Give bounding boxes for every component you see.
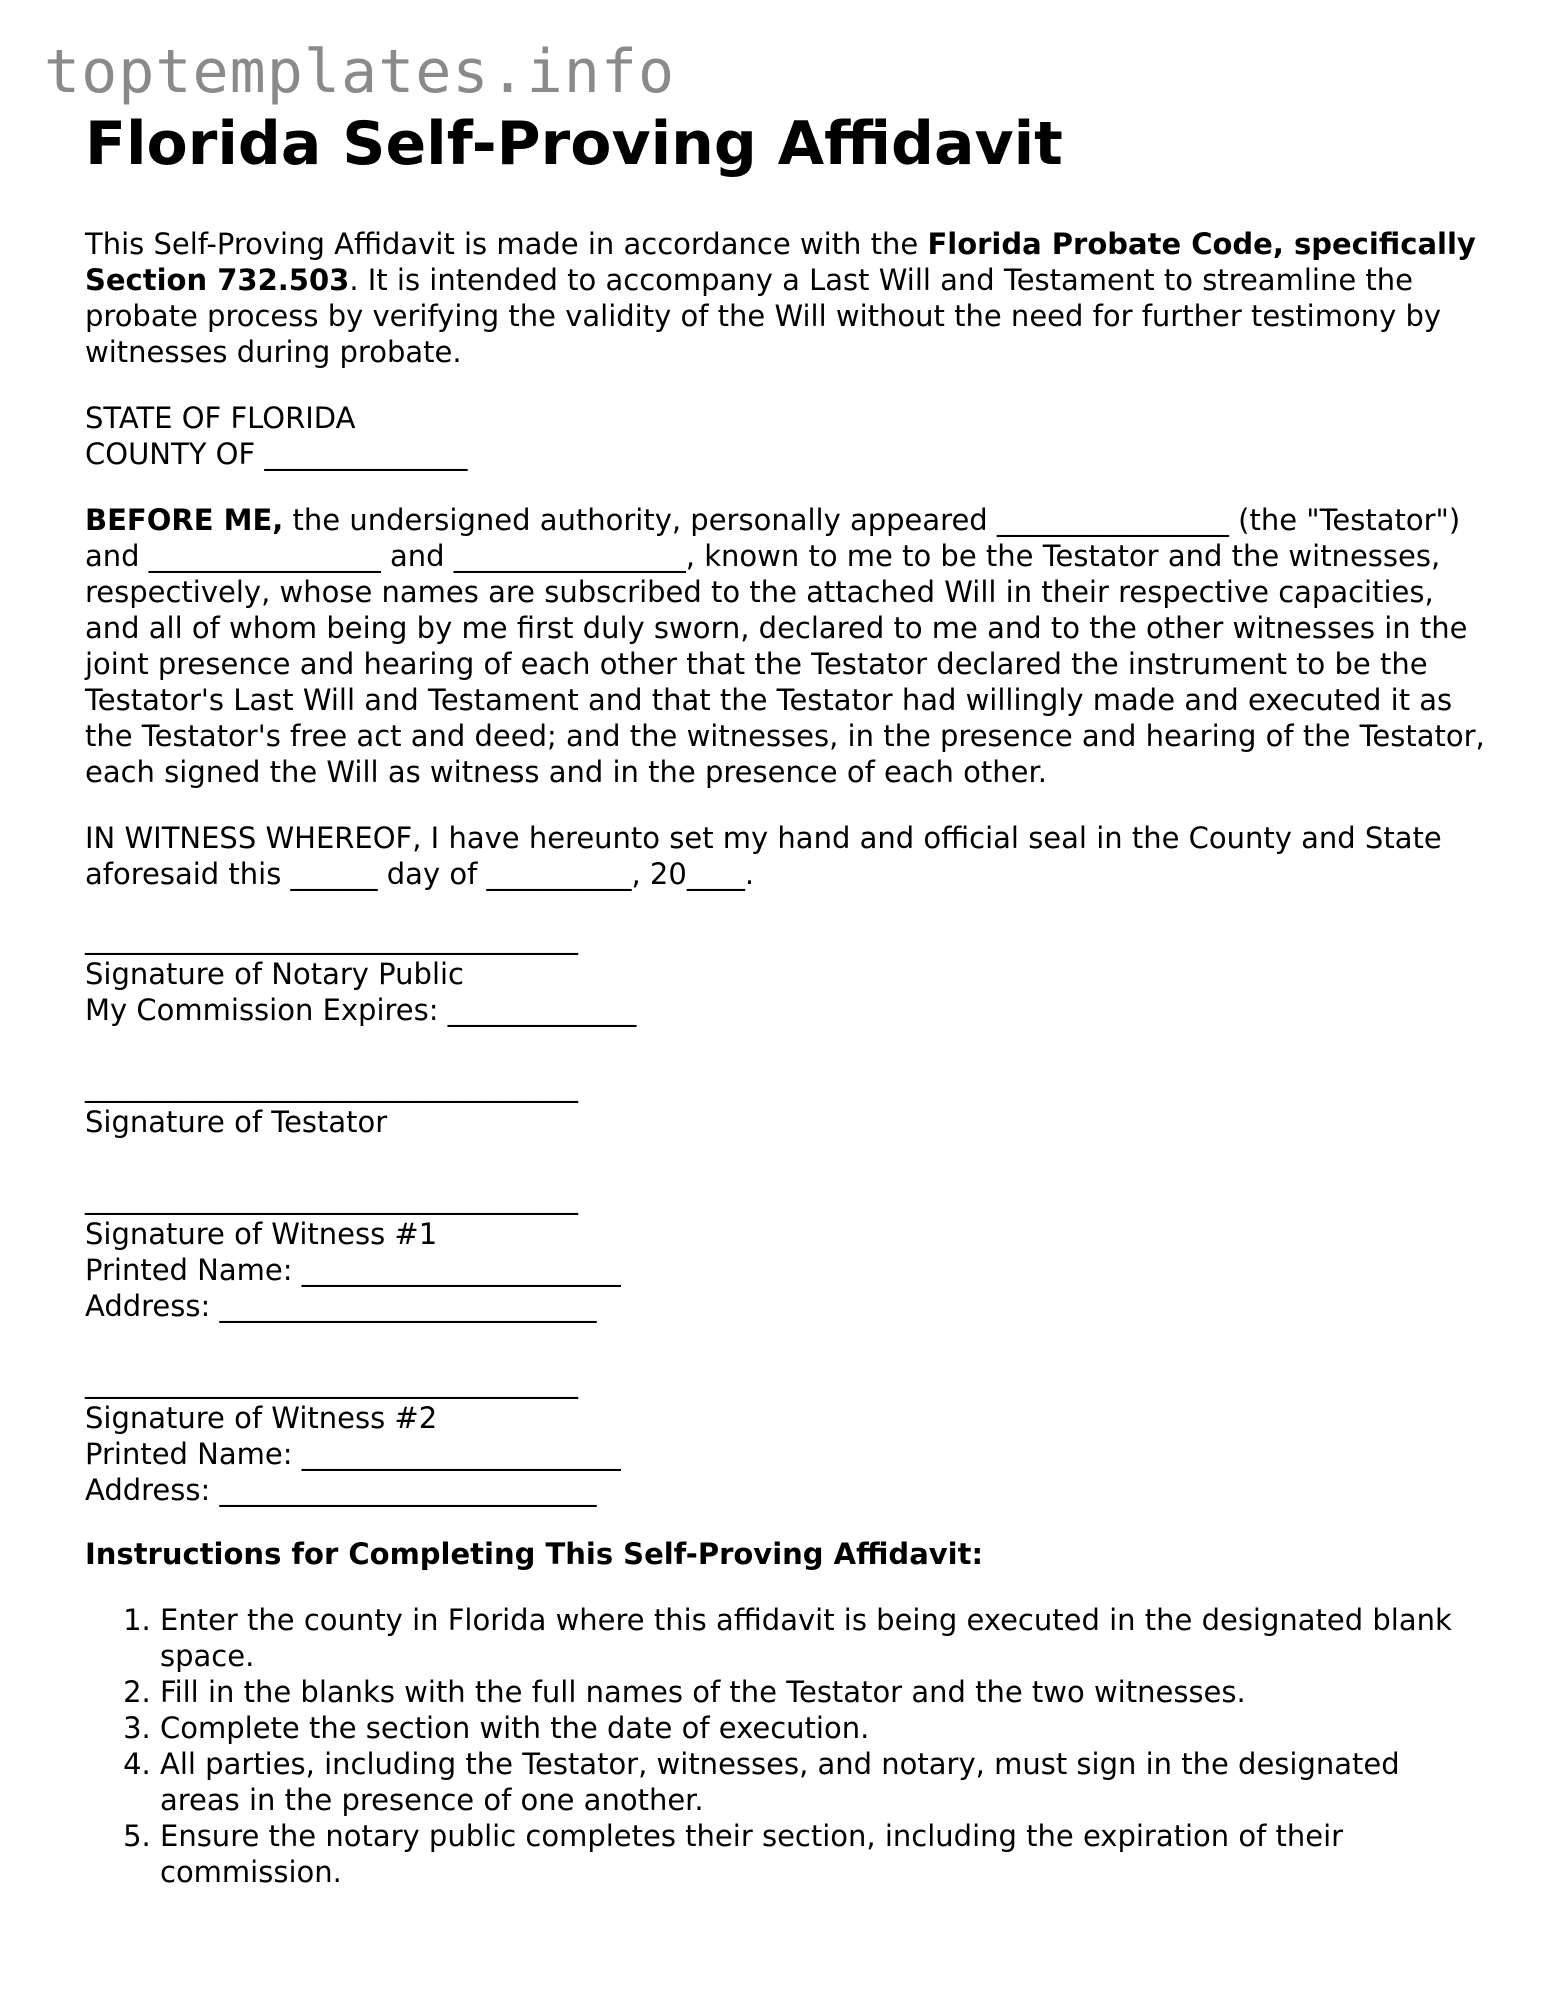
county-line: COUNTY OF ______________ — [85, 437, 468, 471]
instruction-item: 1. Enter the county in Florida where this affidavit is being executed in the designated blank space. — [160, 1602, 1485, 1674]
before-me-paragraph — [85, 502, 1485, 790]
instruction-item: 4. All parties, including the Testator, witnesses, and notary, must sign in the designated areas in the presence of one another. — [160, 1746, 1485, 1818]
instruction-item: 5. Ensure the notary public completes their section, including the expiration of their commission. — [160, 1818, 1485, 1890]
before-me-text: the undersigned authority, personally appeared ________________ (the "Testator") and ________________ and ________________, known to me to be the Testator and the witnesses, respectively, whose names are subscribed to the attached Will in their respective capacities, and all of whom being by me first duly sworn, declared to me and to the other witnesses in the joint presence and hearing of each other that the Testator declared the instrument to be the Testator's Last Will and Testament and that the Testator had willingly made and executed it as the Testator's free act and deed; and the witnesses, in the presence and hearing of the Testator, each signed the Will as witness and in the presence of each other. — [85, 503, 1485, 789]
witness-whereof-paragraph: IN WITNESS WHEREOF, I have hereunto set my hand and official seal in the County and State aforesaid this ______ day of __________, 20____. — [85, 821, 1442, 891]
signature-line: __________________________________ — [85, 1069, 578, 1103]
instruction-item: 3. Complete the section with the date of execution. — [160, 1710, 1485, 1746]
signature-line: __________________________________ — [85, 1365, 578, 1399]
before-me-bold: BEFORE ME, — [85, 503, 284, 537]
witness1-signature-label: Signature of Witness #1 — [85, 1217, 438, 1251]
witness2-printed-name: Printed Name: ______________________ — [85, 1437, 621, 1471]
intro-text-2: . It is intended to accompany a Last Will and Testament to streamline the probate process by verifying the validity of the Will without the need for further testimony by witnesses during probate. — [85, 263, 1442, 369]
document-page — [85, 108, 1485, 1890]
signature-section — [85, 920, 1485, 1508]
intro-text-1: This Self-Proving Affidavit is made in accordance with the — [85, 227, 928, 261]
intro-paragraph — [85, 226, 1485, 370]
document-title: Florida Self-Proving Affidavit — [85, 109, 1063, 179]
notary-commission-expires: My Commission Expires: _____________ — [85, 993, 637, 1027]
signature-line: __________________________________ — [85, 1181, 578, 1215]
witness2-signature-label: Signature of Witness #2 — [85, 1401, 438, 1435]
intro-bold: Florida Probate Code, specifically Section 732.503 — [85, 227, 1476, 297]
testator-signature-block — [85, 1068, 1485, 1140]
instructions-title: Instructions for Completing This Self-Proving Affidavit: — [85, 1537, 984, 1571]
notary-signature-label: Signature of Notary Public — [85, 957, 464, 991]
notary-signature-block — [85, 920, 1485, 1028]
signature-line: __________________________________ — [85, 921, 578, 955]
witness1-address: Address: __________________________ — [85, 1289, 597, 1323]
witness1-printed-name: Printed Name: ______________________ — [85, 1253, 621, 1287]
watermark-text: toptemplates.info — [44, 37, 676, 107]
instructions-list — [85, 1602, 1485, 1890]
witness2-address: Address: __________________________ — [85, 1473, 597, 1507]
testator-signature-label: Signature of Testator — [85, 1105, 388, 1139]
instruction-item: 2. Fill in the blanks with the full names of the Testator and the two witnesses. — [160, 1674, 1485, 1710]
witness1-signature-block — [85, 1180, 1485, 1324]
venue-block — [85, 400, 1485, 472]
state-line: STATE OF FLORIDA — [85, 401, 356, 435]
witness2-signature-block — [85, 1364, 1485, 1508]
